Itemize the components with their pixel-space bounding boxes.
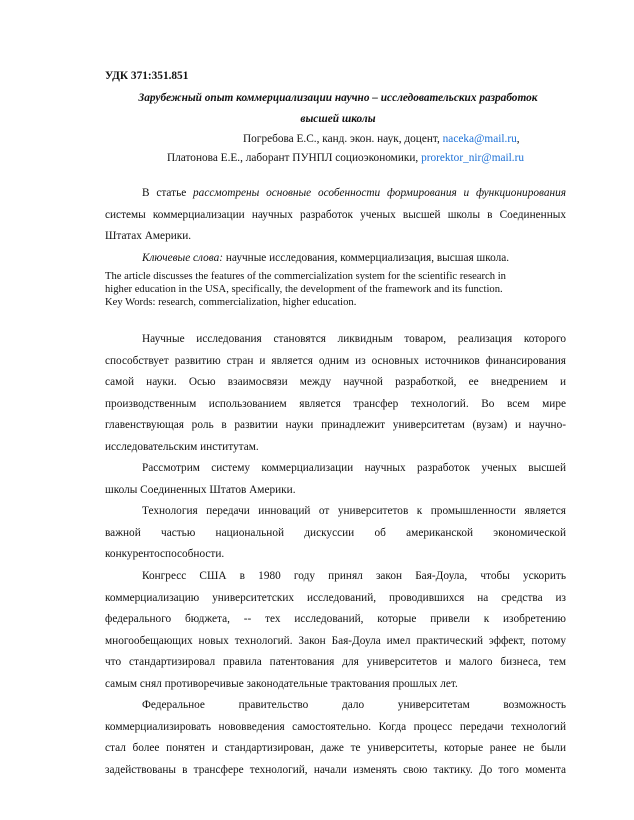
p1-line-5: главенствующая роль в развитии науки принадлежит университетам (вузам) и научно-	[105, 419, 566, 431]
title-line-2: высшей школы	[300, 113, 376, 125]
author-1-email-link[interactable]: naceka@mail.ru	[442, 133, 517, 145]
author-1-tail: ,	[516, 133, 520, 145]
author-2-email-link[interactable]: prorektor_nir@mail.ru	[421, 152, 525, 164]
p5-line-1: Федеральное правительство дало университетам возможность	[142, 699, 566, 711]
abstract-line-2: системы коммерциализации научных разработок ученых высшей школы в Соединенных	[105, 209, 566, 221]
p1-line-4: производственным использованием является трансфер технологий. Во всем мире	[105, 398, 566, 410]
p1-line-1: Научные исследования становятся ликвидным товаром, реализация которого	[142, 333, 566, 345]
p4-line-2: коммерциализацию университетских исследований, проводившихся на средства из	[105, 592, 566, 604]
p4-line-4: многообещающих новых технологий. Закон Бая-Доула имел практический эффект, потому	[105, 635, 566, 647]
p5-line-3: стал более понятен и стандартизирован, даже те университеты, которые ранее не были	[105, 742, 566, 754]
title-line-1: Зарубежный опыт коммерциализации научно – исследовательских разработок	[138, 92, 538, 104]
p1-line-6: исследовательским институтам.	[105, 441, 259, 453]
author-2-name: Платонова Е.Е., лаборант ПУНПЛ социоэкономики,	[167, 152, 422, 164]
english-line-1: The article discusses the features of the commercialization system for the scientific research in	[105, 271, 506, 282]
p1-line-3: самой науки. Осью взаимосвязи между научной разработкой, ее внедрением и	[105, 376, 566, 388]
author-1	[243, 132, 520, 146]
p4-line-1: Конгресс США в 1980 году принял закон Бая-Доула, чтобы ускорить	[142, 570, 566, 582]
abstract-line-3: Штатах Америки.	[105, 230, 192, 242]
p3-line-1: Технология передачи инноваций от университетов к промышленности является	[142, 505, 566, 517]
abstract-emphasis: рассмотрены основные особенности формирования и функционирования	[193, 187, 566, 199]
english-line-2: higher education in the USA, specifically, the development of the framework and its function.	[105, 284, 503, 295]
p4-line-3: федерального бюджета, -- тех исследований, которые привели к изобретению	[105, 613, 566, 625]
p5-line-4: задействованы в трансфере технологий, начали изменять свою тактику. До того момента	[105, 764, 566, 776]
abstract-lead: В статье	[142, 187, 194, 199]
keywords-label: Ключевые слова:	[142, 252, 224, 264]
p4-line-5: что стандартизировал правила патентования для университетов и малого бизнеса, тем	[105, 656, 566, 668]
p3-line-3: конкурентоспособности.	[105, 548, 225, 560]
p3-line-2: важной частью национальной дискуссии об американской экономической	[105, 527, 566, 539]
p4-line-6: самым снял противоречивые законодательные трактования прошлых лет.	[105, 678, 458, 690]
p2-line-1: Рассмотрим систему коммерциализации научных разработок ученых высшей	[142, 462, 566, 474]
keywords	[142, 251, 509, 265]
author-2	[167, 151, 524, 165]
p2-line-2: школы Соединенных Штатов Америки.	[105, 484, 296, 496]
udk-code: УДК 371:351.851	[105, 70, 189, 82]
p1-line-2: способствует развитию стран и является одним из основных источников финансирования	[105, 355, 566, 367]
author-1-name: Погребова Е.С., канд. экон. наук, доцент,	[243, 133, 443, 145]
keywords-text: научные исследования, коммерциализация, высшая школа.	[223, 252, 510, 264]
abstract-line-1	[142, 186, 566, 200]
english-line-3: Key Words: research, commercialization, higher education.	[105, 297, 357, 308]
p5-line-2: коммерциализировать нововведения самостоятельно. Когда процесс передачи технологий	[105, 721, 566, 733]
